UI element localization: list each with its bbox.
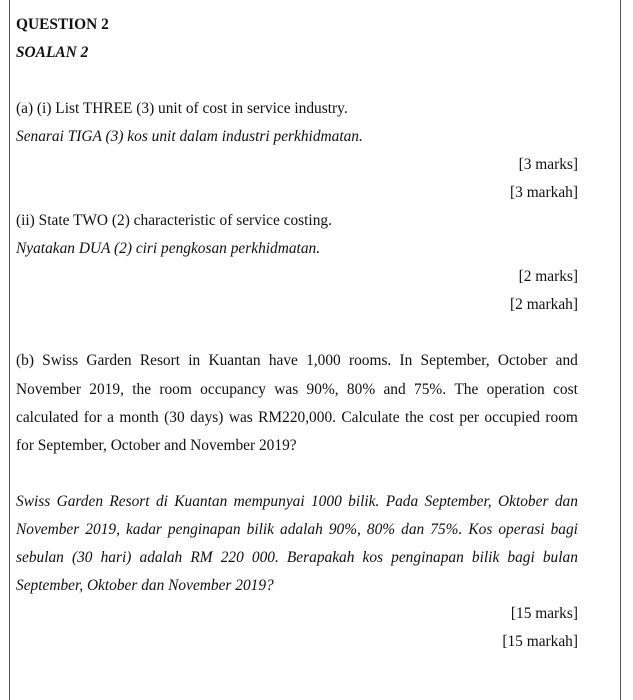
word: Swiss [16,493,51,510]
part-a-ii-text-ms: Nyatakan DUA (2) ciri pengkosan perkhidmatan. [16,240,321,257]
word: Oktober [498,493,549,510]
word: operation [486,381,545,398]
word: was [274,381,299,398]
part-b-en-line [16,408,578,428]
part-b-marks-en: [15 marks] [510,605,578,622]
word: bilik. [348,493,380,510]
word: and [555,352,578,369]
word: have [268,352,298,369]
word: In [399,352,413,369]
word: Garden [86,352,132,369]
word: days) [190,409,224,426]
word: rooms. [348,352,392,369]
part-b-en-line: for September, October and November 2019? [16,437,297,454]
word: 000. [251,549,279,566]
word: occupancy [200,381,266,398]
word: Resort [139,352,181,369]
part-a-i-marks-ms: [3 markah] [510,184,578,201]
word: November [16,381,81,398]
part-b-ms-line: September, Oktober dan November 2019? [16,577,274,594]
word: kadar [125,521,162,538]
word: Garden [56,493,104,510]
word: bilik [246,521,274,538]
part-a-ii-marks-en: [2 marks] [518,268,578,285]
word: (30 [71,549,93,566]
word: (30 [164,409,185,426]
word: the [132,381,152,398]
part-b-ms-line [16,548,578,568]
word: (b) [16,352,34,369]
word: and [383,381,406,398]
word: sebulan [16,549,64,566]
word: November [16,521,80,538]
word: Calculate [341,409,400,426]
word: bilik [471,549,500,566]
word: bulan [542,549,578,566]
word: penginapan [167,521,241,538]
word: Kuantan [208,352,261,369]
word: RM [190,549,213,566]
word: Resort [109,493,150,510]
part-b-ms-line [16,520,578,540]
word: di [155,493,168,510]
part-b-en-line [16,380,578,400]
word: Pada [385,493,419,510]
word: cost [429,409,454,426]
word: 220 [220,549,244,566]
part-a-i-text-ms: Senarai TIGA (3) kos unit dalam industri perkhidmatan. [16,128,363,145]
word: 75%. [414,381,447,398]
question-heading: QUESTION 2 [16,16,109,33]
word: mempunyai [233,493,305,510]
word: month [119,409,159,426]
part-a-i-text-en: (a) (i) List THREE (3) unit of cost in service industry. [16,100,348,117]
word: room [545,409,578,426]
word: bagi [507,549,535,566]
word: September, [424,493,492,510]
word: a [107,409,114,426]
word: dan [554,493,578,510]
part-a-ii-marks-ms: [2 markah] [510,296,578,313]
word: adalah [280,521,323,538]
word: October [497,352,548,369]
word: 2019, [85,521,120,538]
word: Berapakah [286,549,355,566]
part-a-ii-text-en: (ii) State TWO (2) characteristic of service costing. [16,212,332,229]
word: the [404,409,424,426]
word: in [188,352,201,369]
word: calculated [16,409,79,426]
word: bagi [550,521,578,538]
word: dan [401,521,425,538]
word: RM220,000. [258,409,336,426]
word: 75%. [430,521,463,538]
word: Kos [468,521,493,538]
word: 1,000 [306,352,341,369]
word: Kuantan [174,493,228,510]
word: cost [553,381,578,398]
word: per [459,409,480,426]
word: occupied [484,409,540,426]
soalan-heading: SOALAN 2 [16,44,89,61]
part-b-en-line [16,351,578,371]
word: kos [362,549,384,566]
word: September, [420,352,490,369]
word: 2019, [89,381,124,398]
word: Swiss [42,352,79,369]
word: operasi [498,521,545,538]
word: 90%, [306,381,339,398]
word: 1000 [310,493,342,510]
word: 80% [366,521,396,538]
part-b-marks-ms: [15 markah] [502,633,578,650]
word: adalah [139,549,183,566]
word: 80% [346,381,376,398]
word: hari) [100,549,132,566]
word: The [454,381,479,398]
word: penginapan [391,549,464,566]
word: 90%, [328,521,361,538]
word: was [228,409,253,426]
word: room [159,381,192,398]
part-b-ms-line [16,492,578,512]
part-a-i-marks-en: [3 marks] [518,156,578,173]
word: for [83,409,102,426]
